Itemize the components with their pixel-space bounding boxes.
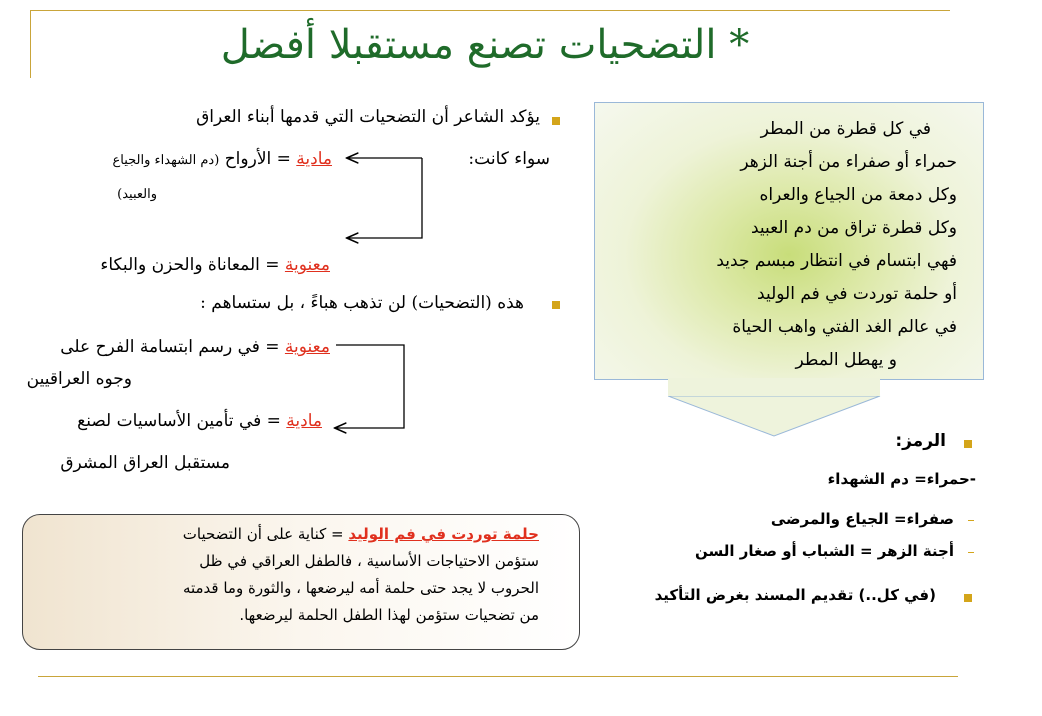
bracket-arrow-top [348,158,422,238]
madiya-note-1: (دم الشهداء والجياع [112,153,220,168]
madiya-rest-2: = في تأمين الأساسيات لصنع [77,411,287,431]
madiya-line-2b: مستقبل العراق المشرق [60,453,230,473]
manawiya-rest-2: = في رسم ابتسامة الفرح على [60,337,285,357]
explanation-text [39,521,539,629]
note-lead: حلمة توردت في فم الوليد [348,525,539,543]
poem-line: و يهطل المطر [795,350,897,370]
madiya-rest-1: = الأرواح [219,149,297,169]
poem-line: في كل قطرة من المطر [760,119,931,139]
note-line-3: الحروب لا يجد حتى حلمة أمه ليرضعها ، والثورة وما قدمته [182,579,539,597]
madiya-note-2: والعبيد) [117,187,157,202]
poem-text [597,113,957,377]
madiya-term-2: مادية [286,411,322,431]
paragraph-1: يؤكد الشاعر أن التضحيات التي قدمها أبناء العراق [196,107,540,127]
note-line-1 [39,521,539,548]
top-rule [30,10,950,11]
poem-callout [594,102,984,380]
manawiya-rest-1: = المعاناة والحزن والبكاء [100,255,285,275]
poem-line: أو حلمة توردت في فم الوليد [757,284,957,304]
manawiya-term-2: معنوية [284,337,330,357]
poem-line: فهي ابتسام في انتظار مبسم جديد [716,251,957,271]
sawaa-label: سواء كانت: [468,149,550,169]
madiya-line-2 [77,410,322,432]
poem-line: وكل دمعة من الجياع والعراه [759,185,957,205]
dash-bullet-1 [968,520,974,521]
note-line-4: من تضحيات ستؤمن لهذا الطفل الحلمة ليرضعها. [239,606,539,624]
page-title: * التضحيات تصنع مستقبلا أفضل [220,22,750,68]
symbol-item-4: (في كل..) تقديم المسند بغرض التأكيد [654,586,936,604]
manawiya-line-2b: وجوه العراقيين [26,369,132,389]
symbol-item-1: -حمراء= دم الشهداء [827,470,976,488]
paragraph-2: هذه (التضحيات) لن تذهب هباءً ، بل ستساهم : [200,293,524,313]
bracket-arrow-bottom [336,345,404,428]
note-line-1-rest: = كناية على أن التضحيات [182,525,349,543]
bullet-2 [552,301,560,309]
symbol-item-3: أجنة الزهر = الشباب أو صغار السن [694,542,954,560]
symbols-heading: الرمز: [895,431,946,451]
poem-line: في عالم الغد الفتي واهب الحياة [732,317,957,337]
symbol-item-2: صفراء= الجياع والمرضى [770,510,954,528]
poem-line: وكل قطرة تراق من دم العبيد [750,218,957,238]
explanation-box [22,514,580,650]
madiya-term-1: مادية [296,149,332,169]
note-line-2: ستؤمن الاحتياجات الأساسية ، فالطفل العراقي في ظل [199,552,539,570]
dash-bullet-2 [968,552,974,553]
bullet-symbols [964,440,972,448]
madiya-line-1 [113,148,332,172]
manawiya-term-1: معنوية [284,255,330,275]
bottom-rule [38,676,958,677]
manawiya-line-1 [100,254,330,276]
manawiya-line-2 [60,336,330,358]
poem-line: حمراء أو صفراء من أجنة الزهر [740,152,957,172]
bullet-item-4 [964,594,972,602]
bullet-1 [552,117,560,125]
left-rule [30,10,31,78]
callout-pointer [668,378,908,438]
